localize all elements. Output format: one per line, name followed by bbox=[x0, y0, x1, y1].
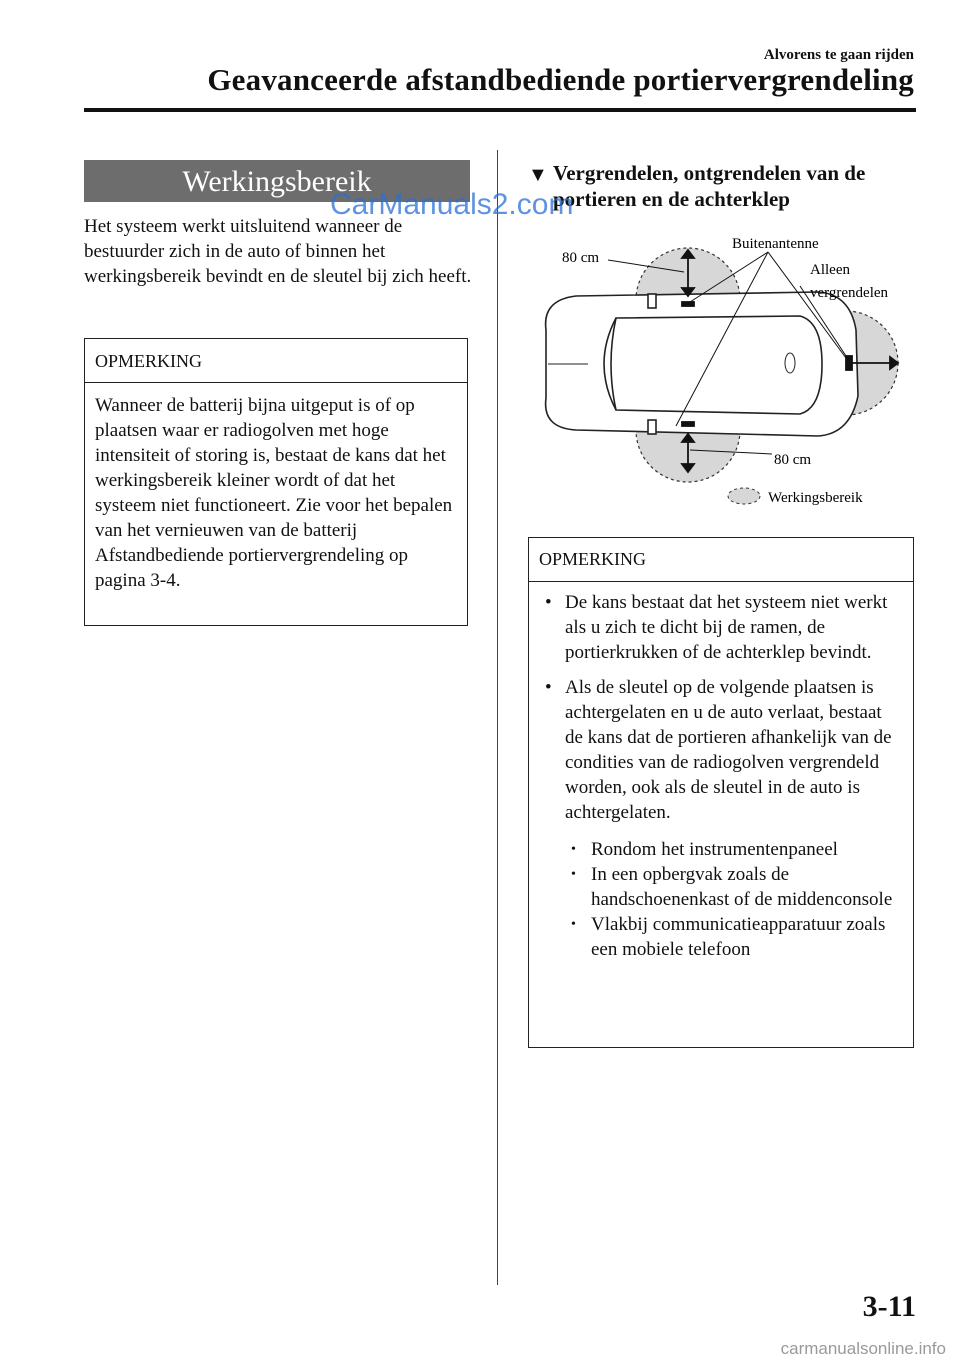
bullet-icon: • bbox=[571, 842, 576, 857]
chapter-title: Alvorens te gaan rijden bbox=[763, 47, 914, 63]
note-box-locking bbox=[528, 537, 914, 1048]
mirror-right bbox=[648, 420, 656, 434]
note-text: Wanneer de batterij bijna uitgeput is of op plaatsen waar er radiogolven met hoge intensiteit of storing is, bestaat de kans dat het werkingsbereik kleiner wordt of dat het systeem niet functioneert. Zie voor het bepalen van het vernieuwen van de batterij Afstandbediende portiervergrendeling op pagina 3-4. bbox=[95, 395, 453, 591]
section-title: Werkingsbereik bbox=[84, 160, 470, 202]
note-title: OPMERKING bbox=[529, 538, 913, 582]
footer-link[interactable]: carmanualsonline.info bbox=[780, 1339, 946, 1358]
triangle-marker-icon: ▼ bbox=[528, 164, 548, 186]
label-lock-only: Alleen bbox=[810, 262, 850, 278]
subsection-title-text: Vergrendelen, ontgrendelen van de portieren en de achterklep bbox=[553, 161, 866, 211]
list-item: • De kans bestaat dat het systeem niet werkt als u zich te dicht bij de ramen, de portierkrukken of de achterklep bevindt. bbox=[545, 592, 888, 663]
column-divider bbox=[497, 150, 498, 1285]
page-number: 3-11 bbox=[862, 1290, 916, 1323]
intro-paragraph: Het systeem werkt uitsluitend wanneer de bestuurder zich in de auto of binnen het werkingsbereik bevindt en de sleutel bij zich heeft. bbox=[84, 216, 472, 287]
car-range-diagram bbox=[528, 230, 918, 520]
note-list bbox=[529, 582, 913, 962]
label-lock-only-2: vergrendelen bbox=[810, 285, 889, 301]
sunroof bbox=[785, 353, 795, 373]
bullet-icon: • bbox=[571, 867, 576, 882]
list-item: • Als de sleutel op de volgende plaatsen is achtergelaten en u de auto verlaat, bestaat de kans dat de portieren afhankelijk van de condities van de radiogolven vergrendeld worden, ook als de sleutel in de auto is achtergelaten. bbox=[545, 677, 892, 823]
legend-swatch bbox=[728, 488, 760, 504]
bullet-icon: • bbox=[571, 917, 576, 932]
sub-list-item: • Rondom het instrumentenpaneel bbox=[571, 839, 838, 860]
page-title: Geavanceerde afstandbediende portiervergrendeling bbox=[207, 62, 914, 97]
subsection-title bbox=[528, 160, 918, 212]
label-antenna: Buitenantenne bbox=[732, 236, 819, 252]
car-top-view bbox=[546, 292, 858, 436]
bullet-icon: • bbox=[545, 677, 552, 698]
note-box-range bbox=[84, 338, 468, 626]
mirror-left bbox=[648, 294, 656, 308]
bullet-icon: • bbox=[545, 592, 552, 613]
sub-list-item: • Vlakbij communicatieapparatuur zoals een mobiele telefoon bbox=[571, 914, 886, 960]
watermark: CarManuals2.com bbox=[330, 188, 574, 221]
header-rule bbox=[84, 108, 916, 112]
legend-label: Werkingsbereik bbox=[768, 490, 863, 506]
label-80cm-top: 80 cm bbox=[562, 250, 600, 266]
note-title: OPMERKING bbox=[85, 339, 467, 383]
label-80cm-bottom: 80 cm bbox=[774, 452, 812, 468]
sub-list-item: • In een opbergvak zoals de handschoenenkast of de middenconsole bbox=[571, 864, 893, 910]
